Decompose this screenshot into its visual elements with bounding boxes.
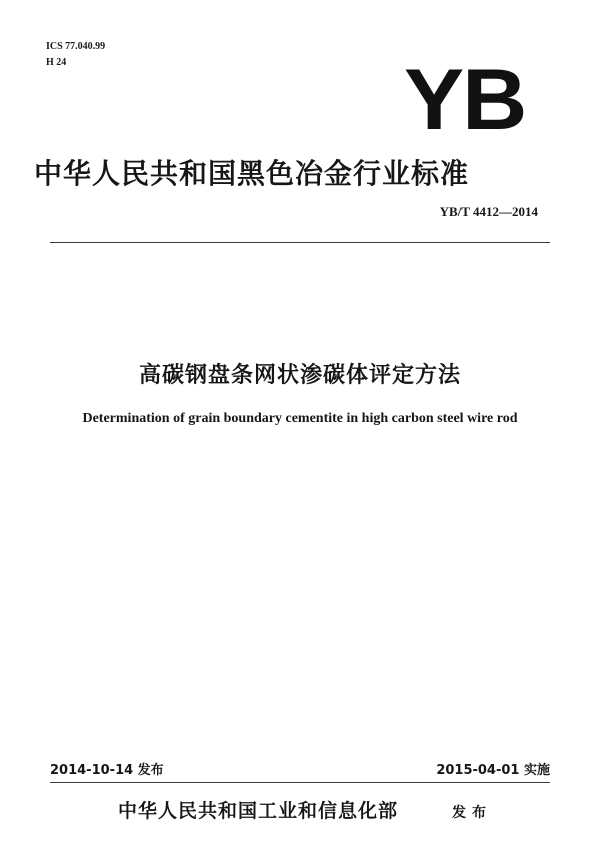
issue-date: 2014-10-14 发布 [50,763,164,778]
ics-code: ICS 77.040.99 [46,41,106,52]
standard-number: YB/T 4412—2014 [439,204,538,219]
document-title-english: Determination of grain boundary cementite in high carbon steel wire rod [82,411,518,426]
document-title-chinese: 高碳钢盘条网状渗碳体评定方法 [138,363,461,388]
publisher-name: 中华人民共和国工业和信息化部 [118,800,399,822]
yb-logo: YB [404,52,526,148]
top-divider [50,242,550,243]
ccs-code: H 24 [46,57,67,68]
publish-label: 发布 [452,805,492,821]
industry-standard-title: 中华人民共和国黑色冶金行业标准 [34,157,470,190]
bottom-divider [50,782,550,783]
implementation-date: 2015-04-01 实施 [436,763,550,778]
